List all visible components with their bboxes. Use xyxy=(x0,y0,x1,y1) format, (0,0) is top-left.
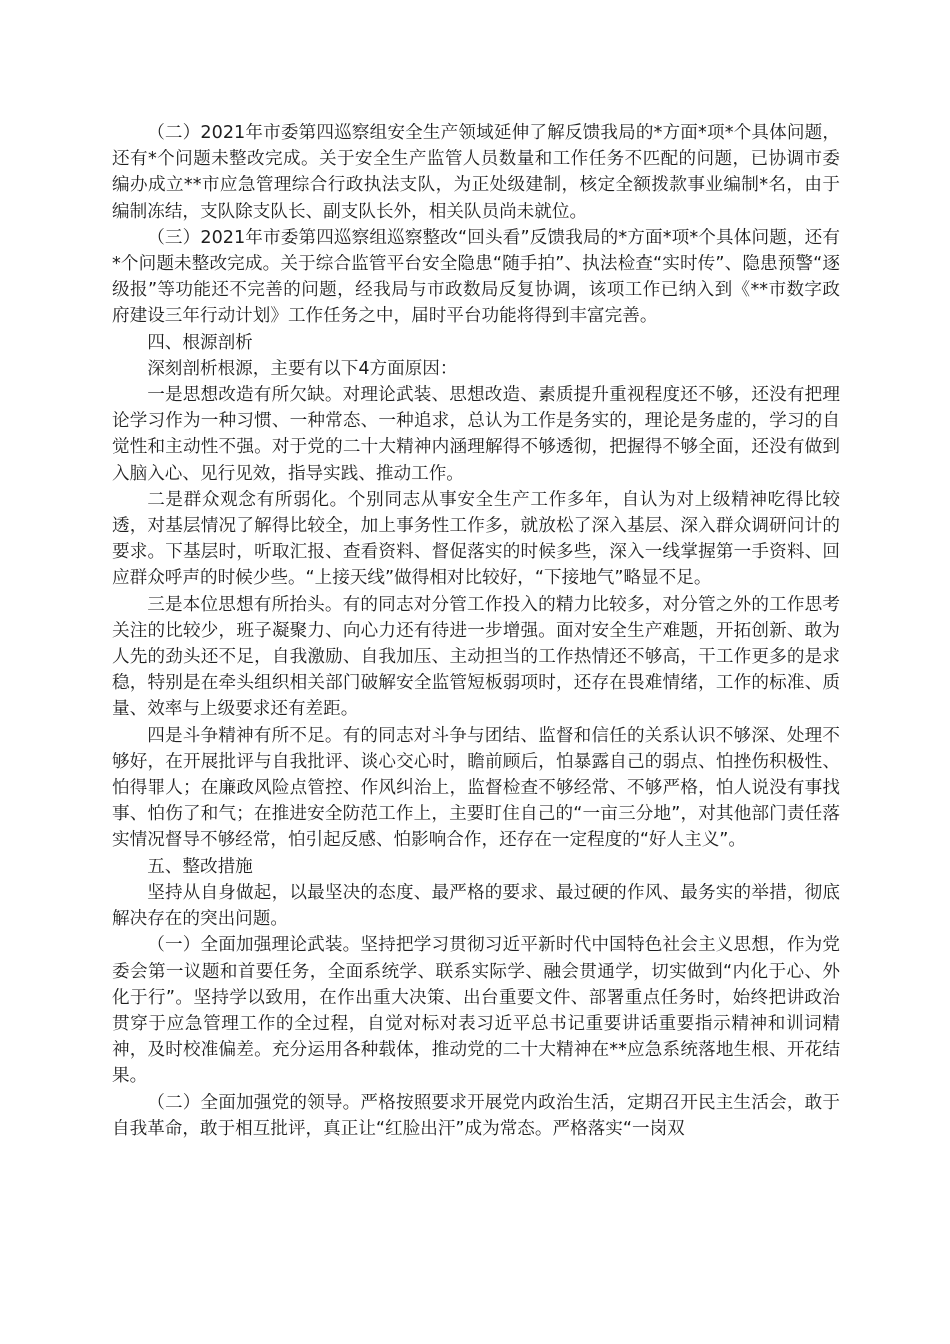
paragraph-cause-mass: 二是群众观念有所弱化。个别同志从事安全生产工作多年，自认为对上级精神吃得比较透，对基层情况了解得比较全，加上事务性工作多，就放松了深入基层、深入群众调研问计的要求。下基层时，听取汇报、查看资料、督促落实的时候多些，深入一线掌握第一手资料、回应群众呼声的时候少些。“上接天线”做得相对比较好，“下接地气”略显不足。 xyxy=(112,489,840,589)
paragraph-inspection-2021-safety: （二）2021年市委第四巡察组安全生产领域延伸了解反馈我局的*方面*项*个具体问题，还有*个问题未整改完成。关于安全生产监管人员数量和工作任务不匹配的问题，已协调市委编办成立**市应急管理综合行政执法支队，为正处级建制，核定全额拨款事业编制*名，由于编制冻结，支队除支队长、副支队长外，相关队员尚未就位。 xyxy=(112,123,840,222)
paragraph-measure-theory: （一）全面加强理论武装。坚持把学习贯彻习近平新时代中国特色社会主义思想，作为党委会第一议题和首要任务，全面系统学、联系实际学、融会贯通学，切实做到“内化于心、外化于行”。坚持学以致用，在作出重大决策、出台重要文件、部署重点任务时，始终把讲政治贯穿于应急管理工作的全过程，自觉对标对表习近平总书记重要讲话重要指示精神和训词精神，及时校准偏差。充分运用各种载体，推动党的二十大精神在**应急系统落地生根、开花结果。 xyxy=(112,935,840,1087)
paragraph-cause-departmentalism: 三是本位思想有所抬头。有的同志对分管工作投入的精力比较多，对分管之外的工作思考关注的比较少，班子凝聚力、向心力还有待进一步增强。面对安全生产难题，开拓创新、敢为人先的劲头还不足，自我激励、自我加压、主动担当的工作热情还不够高，干工作更多的是求稳，特别是在牵头组织相关部门破解安全监管短板弱项时，还存在畏难情绪，工作的标准、质量、效率与上级要求还有差距。 xyxy=(112,594,840,720)
section-heading-root-cause: 四、根源剖析 xyxy=(147,332,253,353)
paragraph-measure-leadership: （二）全面加强党的领导。严格按照要求开展党内政治生活，定期召开民主生活会，敢于自我革命，敢于相互批评，真正让“红脸出汗”成为常态。严格落实“一岗双 xyxy=(112,1092,840,1139)
paragraph-root-cause-intro: 深刻剖析根源，主要有以下4方面原因： xyxy=(147,358,458,379)
section-heading-rectification: 五、整改措施 xyxy=(147,856,253,877)
paragraph-cause-thought: 一是思想改造有所欠缺。对理论武装、思想改造、素质提升重视程度还不够，还没有把理论学习作为一种习惯、一种常态、一种追求，总认为工作是务实的，理论是务虚的，学习的自觉性和主动性不强。对于党的二十大精神内涵理解得不够透彻，把握得不够全面，还没有做到入脑入心、见行见效，指导实践、推动工作。 xyxy=(112,385,840,484)
paragraph-rectification-intro: 坚持从自身做起，以最坚决的态度、最严格的要求、最过硬的作风、最务实的举措，彻底解决存在的突出问题。 xyxy=(112,882,840,930)
document-body xyxy=(112,120,840,1142)
paragraph-cause-struggle: 四是斗争精神有所不足。有的同志对斗争与团结、监督和信任的关系认识不够深、处理不够好，在开展批评与自我批评、谈心交心时，瞻前顾后，怕暴露自己的弱点、怕挫伤积极性、怕得罪人；在廉政风险点管控、作风纠治上，监督检查不够经常、不够严格，怕人说没有事找事、怕伤了和气；在推进安全防范工作上，主要盯住自己的“一亩三分地”，对其他部门责任落实情况督导不够经常，怕引起反感、怕影响合作，还存在一定程度的“好人主义”。 xyxy=(112,725,840,851)
paragraph-inspection-2021-lookback: （三）2021年市委第四巡察组巡察整改“回头看”反馈我局的*方面*项*个具体问题，还有*个问题未整改完成。关于综合监管平台安全隐患“随手拍”、执法检查“实时传”、隐患预警“逐级报”等功能还不完善的问题，经我局与市政数局反复协调，该项工作已纳入到《**市数字政府建设三年行动计划》工作任务之中，届时平台功能将得到丰富完善。 xyxy=(112,227,840,327)
